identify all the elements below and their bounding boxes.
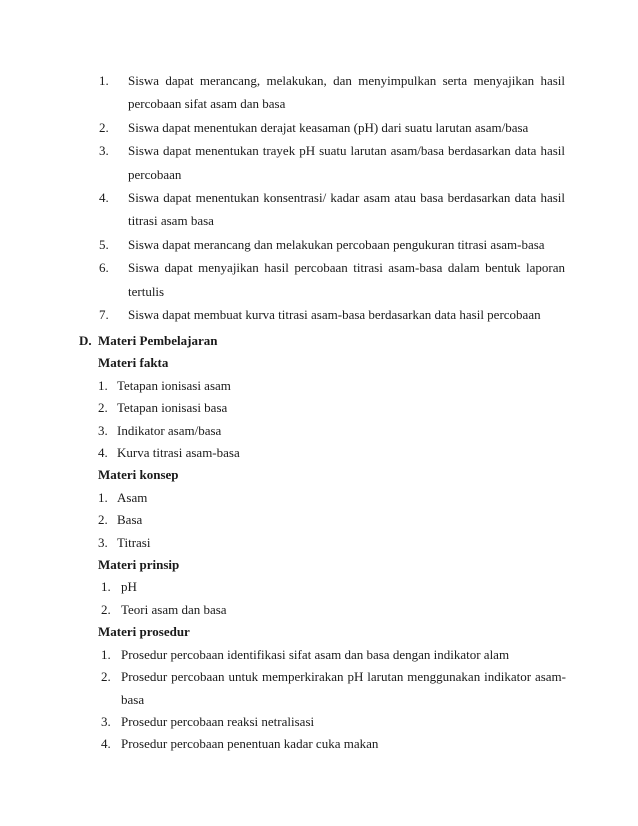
item-number: 2. [101, 601, 111, 617]
item-number: 2. [98, 400, 108, 416]
item-number: 2. [101, 669, 111, 685]
objective-item [99, 116, 565, 139]
materi-fakta-list [98, 375, 569, 465]
objective-number: 3. [99, 143, 109, 159]
materi-prosedur-heading: Materi prosedur [98, 624, 190, 640]
objective-number: 4. [99, 190, 109, 206]
item-text: Asam [117, 489, 148, 505]
objective-item [99, 256, 565, 303]
materi-prosedur-list [98, 644, 569, 756]
materi-fakta-heading: Materi fakta [98, 355, 169, 371]
section-letter: D. [79, 333, 92, 348]
learning-objectives-list [99, 69, 565, 326]
list-item [98, 644, 569, 666]
list-item [98, 509, 569, 531]
item-text: Prosedur percobaan penentuan kadar cuka makan [121, 736, 379, 752]
item-number: 1. [101, 579, 111, 595]
objective-item [99, 303, 565, 326]
objective-text: Siswa dapat merancang dan melakukan percobaan pengukuran titrasi asam-basa [128, 236, 545, 252]
objective-number: 7. [99, 307, 109, 323]
objective-text: Siswa dapat menentukan konsentrasi/ kadar asam atau basa berdasarkan data hasil titrasi asam basa [128, 190, 565, 229]
materi-konsep-heading: Materi konsep [98, 467, 179, 483]
materi-prinsip-subsection [98, 554, 569, 621]
objective-text: Siswa dapat membuat kurva titrasi asam-basa berdasarkan data hasil percobaan [128, 307, 541, 323]
materi-pembelajaran-section [79, 330, 569, 756]
list-item [98, 599, 569, 621]
item-text: Teori asam dan basa [121, 601, 227, 617]
list-item [98, 487, 569, 509]
item-number: 3. [98, 422, 108, 438]
objective-text: Siswa dapat menentukan trayek pH suatu larutan asam/basa berdasarkan data hasil percobaan [128, 143, 565, 182]
materi-fakta-subsection [98, 352, 569, 464]
materi-prinsip-list [98, 576, 569, 621]
objective-item [99, 186, 565, 233]
item-text: pH [121, 579, 137, 595]
item-text: Titrasi [117, 534, 151, 550]
item-text: Prosedur percobaan identifikasi sifat asam dan basa dengan indikator alam [121, 646, 510, 662]
objective-item [99, 233, 565, 256]
objective-text: Siswa dapat merancang, melakukan, dan menyimpulkan serta menyajikan hasil percobaan sifat asam dan basa [128, 73, 565, 112]
objective-item [99, 139, 565, 186]
objective-text: Siswa dapat menyajikan hasil percobaan titrasi asam-basa dalam bentuk laporan tertulis [128, 260, 565, 299]
materi-prosedur-subsection [98, 621, 569, 755]
list-item [98, 733, 569, 755]
item-number: 4. [101, 736, 111, 752]
item-text: Kurva titrasi asam-basa [117, 445, 240, 461]
item-text: Tetapan ionisasi basa [117, 400, 228, 416]
list-item [98, 711, 569, 733]
list-item [98, 375, 569, 397]
objective-number: 2. [99, 119, 109, 135]
item-number: 3. [101, 713, 111, 729]
materi-konsep-list [98, 487, 569, 554]
item-text: Prosedur percobaan reaksi netralisasi [121, 713, 315, 729]
materi-konsep-subsection [98, 464, 569, 554]
item-number: 3. [98, 534, 108, 550]
list-item [98, 666, 569, 711]
objective-number: 6. [99, 260, 109, 276]
item-number: 4. [98, 445, 108, 461]
section-title: Materi Pembelajaran [98, 333, 218, 348]
list-item [98, 442, 569, 464]
item-text: Tetapan ionisasi asam [117, 377, 231, 393]
list-item [98, 576, 569, 598]
list-item [98, 397, 569, 419]
objective-number: 1. [99, 73, 109, 88]
item-number: 1. [98, 377, 108, 393]
objective-text: Siswa dapat menentukan derajat keasaman (pH) dari suatu larutan asam/basa [128, 119, 529, 135]
list-item [98, 532, 569, 554]
item-text: Basa [117, 512, 143, 528]
objective-item [99, 69, 565, 116]
item-number: 1. [98, 489, 108, 505]
materi-prinsip-heading: Materi prinsip [98, 557, 180, 573]
section-heading [79, 330, 569, 352]
item-text: Prosedur percobaan untuk memperkirakan pH larutan menggunakan indikator asam-basa [121, 669, 566, 707]
item-number: 1. [101, 646, 111, 662]
objective-number: 5. [99, 236, 109, 252]
list-item [98, 420, 569, 442]
item-number: 2. [98, 512, 108, 528]
item-text: Indikator asam/basa [117, 422, 222, 438]
